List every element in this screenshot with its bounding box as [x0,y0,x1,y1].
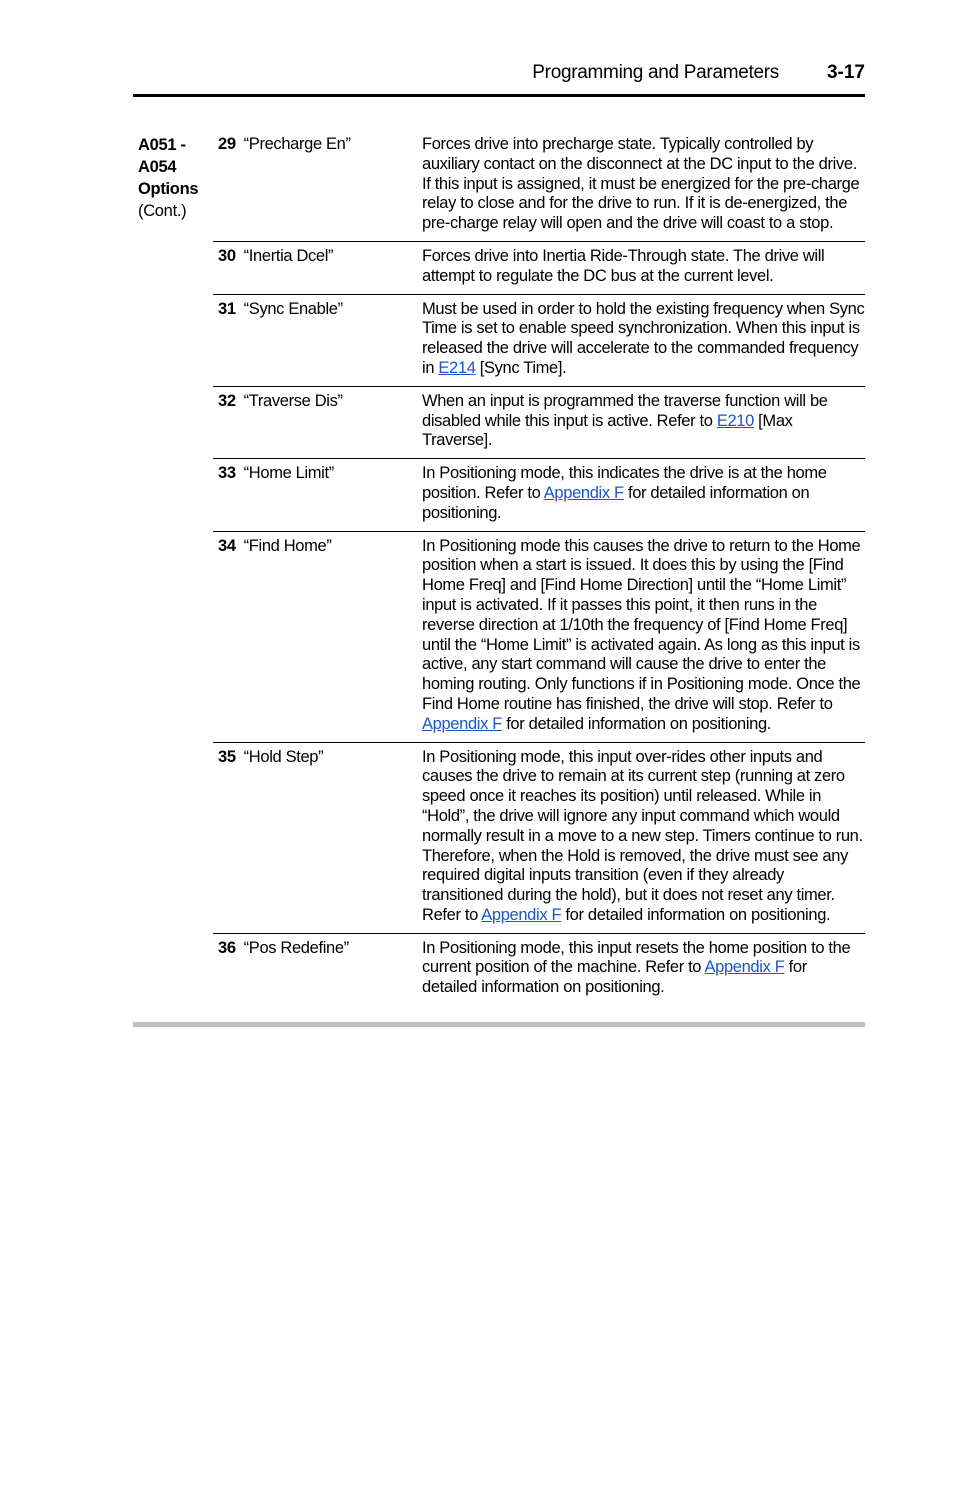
option-number: 35 [218,747,236,766]
desc-text-after: for detailed information on positioning. [501,714,772,733]
appendix-f-link[interactable]: Appendix F [704,958,785,977]
option-cell [213,392,422,451]
desc-text-after: for detailed information on positioning. [422,483,810,522]
param-line-4: (Cont.) [138,202,187,220]
desc-text: Forces drive into precharge state. Typically controlled by auxiliary contact on the disconnect at the DC input to the drive. If this input is assigned, it must be energized for the pre-charge relay to close and for the drive to run. If it is de-energized, the pre-charge relay will open and the drive will coast to a stop. [422,135,860,233]
appendix-f-link[interactable]: Appendix F [422,714,502,733]
option-name: “Sync Enable” [243,299,343,318]
desc-text: Must be used in order to hold the existing frequency when Sync Time is set to enable speed synchronization. When this input is released the drive will accelerate to the commanded frequency in [422,299,865,377]
option-name: “Pos Redefine” [243,938,349,957]
option-cell [213,247,422,287]
option-row [213,532,865,743]
option-row [213,387,865,459]
appendix-f-link[interactable]: Appendix F [481,905,562,924]
option-name: “Find Home” [243,536,332,555]
param-line-2: A054 [138,158,177,176]
option-cell [213,300,422,379]
option-number: 34 [218,536,236,555]
option-name: “Inertia Dcel” [243,246,334,265]
option-description [422,748,865,926]
desc-text: In Positioning mode, this input resets the home position to the current position of the machine. Refer to [422,938,851,977]
option-cell [213,939,422,998]
option-number: 30 [218,246,236,265]
option-description [422,300,865,379]
option-number: 33 [218,464,236,483]
option-row [213,743,865,934]
desc-text: In Positioning mode, this indicates the drive is at the home position. Refer to [422,464,827,502]
option-row [213,459,865,531]
option-number: 29 [218,135,236,153]
option-row [213,295,865,387]
e214-link[interactable]: E214 [438,358,476,377]
desc-text-after: [Max Traverse]. [422,411,793,450]
desc-text-after: [Sync Time]. [475,358,567,377]
option-cell [213,537,422,735]
appendix-f-link[interactable]: Appendix F [543,483,624,502]
option-description [422,135,865,234]
option-cell [213,748,422,926]
option-number: 31 [218,299,236,318]
desc-text: Forces drive into Inertia Ride-Through state. The drive will attempt to regulate the DC bus at the current level. [422,246,825,285]
parameter-label [138,134,210,222]
option-number: 36 [218,938,236,957]
running-title: Programming and Parameters [532,62,779,83]
desc-text-after: for detailed information on positioning. [561,905,831,924]
desc-text: In Positioning mode this causes the drive to return to the Home position when a start is issued. It does this by using the [Find Home Freq] and [Find Home Direction] until the “Home Limit” input is activated. If it passes this point, it then runs in the reverse direction at 1/10th the frequency of [Find Home Freq] until the “Home Limit” is activated again. As long as this input is active, any start command will cause the drive to enter the homing routing. Only functions if in Positioning mode. Once the Find Home routine has finished, the drive will stop. Refer to [422,536,861,713]
option-name: “Precharge En” [243,135,351,153]
option-cell [213,464,422,523]
table-bottom-rule [133,1022,865,1027]
option-row [213,242,865,295]
desc-text-after: for detailed information on positioning. [422,958,807,997]
e210-link[interactable]: E210 [716,411,754,430]
param-line-3: Options [138,180,199,198]
option-row [213,934,865,1005]
option-description [422,247,865,287]
option-number: 32 [218,391,236,410]
param-line-1: A051 - [138,136,186,154]
option-name: “Hold Step” [243,747,324,766]
page-number: 3-17 [826,62,865,83]
desc-text: In Positioning mode, this input over-rides other inputs and causes the drive to remain at its current step (running at zero speed once it reaches its position) until released. While in “Hold”, the drive will ignore any input command which would normally result in a move to a new step. Timers continue to run. Therefore, when the Hold is removed, the drive must see any required digital inputs transition (even if they already transitioned during the hold), but it does not reset any timer. Refer to [422,747,863,924]
desc-text: When an input is programmed the traverse function will be disabled while this input is active. Refer to [422,391,828,430]
option-description [422,392,865,451]
option-name: “Home Limit” [243,464,334,483]
option-cell [213,135,422,234]
option-description [422,537,865,735]
option-description [422,939,865,998]
option-description [422,464,865,523]
option-name: “Traverse Dis” [243,391,343,410]
option-row [213,130,865,242]
page-header [133,58,865,97]
options-table [213,130,865,1005]
